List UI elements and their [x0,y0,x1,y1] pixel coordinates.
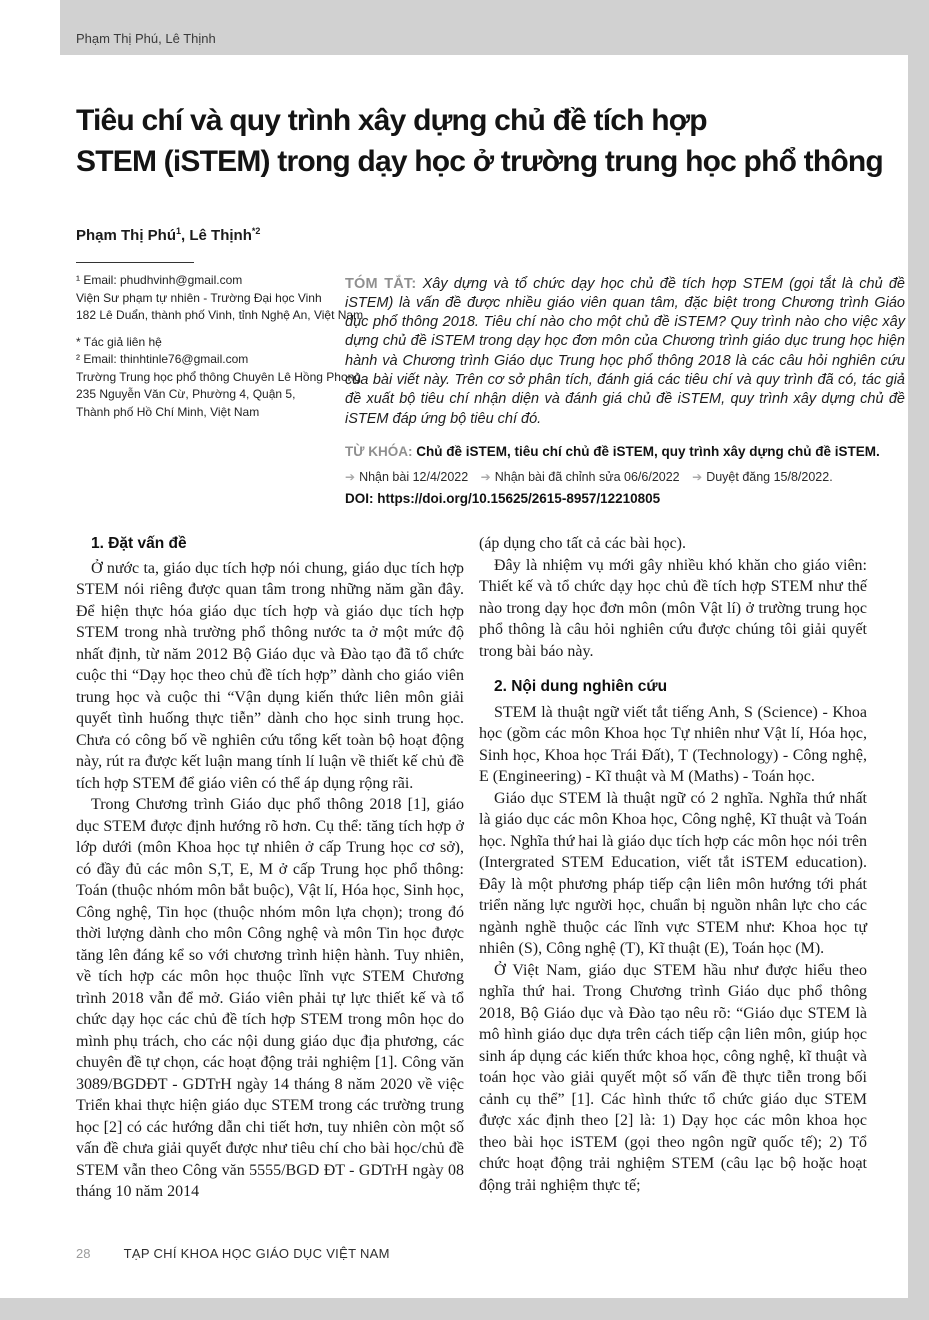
abstract-label: TÓM TẮT: [345,275,417,292]
article-body [76,533,867,1203]
date-revised-text: Nhận bài đã chỉnh sửa 06/6/2022 [494,470,680,484]
article-title-line2: STEM (iSTEM) trong dạy học ở trường trung học phổ thông [76,145,883,178]
footer-band [0,1298,929,1320]
date-revised [481,470,680,484]
journal-name: TẠP CHÍ KHOA HỌC GIÁO DỤC VIỆT NAM [123,1246,390,1261]
author-1-affiliation-mark: 1 [176,226,182,236]
corresponding-author-note: * Tác giả liên hệ [76,334,162,349]
date-accepted [692,470,833,484]
section-2-paragraph-3: Ở Việt Nam, giáo dục STEM hầu như được hiểu theo nghĩa thứ hai. Trong Chương trình Giáo dục phổ thông 2018, Bộ Giáo dục và Đào tạo nêu rõ: “Giáo dục STEM là mô hình giáo dục dựa trên cách tiếp cận liên môn, giúp học sinh áp dụng các kiến thức khoa học, công nghệ, kĩ thuật và toán học vào giải quyết một số vấn đề thực tiễn trong bối cảnh cụ thể” [1]. Các hình thức tổ chức giáo dục STEM được xác định theo [2] là: 1) Dạy học các môn khoa học theo bài học iSTEM (gọi theo ngôn ngữ quốc tế); 2) Tổ chức hoạt động trải nghiệm STEM (câu lạc bộ hoặc hoạt động trải nghiệm thực tế; [479,961,867,1194]
affiliation-email-1: ¹ Email: phudhvinh@gmail.com [76,273,243,287]
page-edge-band [908,0,929,1320]
affiliation-email-2: ² Email: thinhtinle76@gmail.com [76,352,249,366]
affiliation-group-2 [76,334,368,422]
article-title [76,100,906,182]
date-received-text: Nhận bài 12/4/2022 [359,470,469,484]
affiliation-divider-rule [76,262,194,263]
affiliation-address-1: 182 Lê Duẩn, thành phố Vinh, tỉnh Nghệ An, Việt Nam [76,308,364,322]
keywords-text: Chủ đề iSTEM, tiêu chí chủ đề iSTEM, quy trình xây dựng chủ đề iSTEM. [412,444,880,459]
author-separator: , [181,227,190,244]
section-2-paragraph-1: STEM là thuật ngữ viết tắt tiếng Anh, S (Science) - Khoa học (gồm các môn Khoa học Tự nhiên như Vật lí, Hóa học, Sinh học, Khoa học Trái Đất), T (Technology) - Công nghệ, E (Engineering) - Kĩ thuật và M (Maths) - Toán học. [479,703,867,785]
section-1-paragraph-3: Đây là nhiệm vụ mới gây nhiều khó khăn cho giáo viên: Thiết kế và tổ chức dạy học chủ đề tích hợp STEM như thế nào trong dạy học đơn môn (môn Vật lí) ở trường trung học phổ thông là câu hỏi nghiên cứu được chúng tôi giải quyết trong bài báo này. [479,556,867,660]
section-2-paragraph-2: Giáo dục STEM là thuật ngữ có 2 nghĩa. Nghĩa thứ nhất là giáo dục các môn Khoa học, Công nghệ, Kĩ thuật và Toán học. Nghĩa thứ hai là giáo dục tích hợp các môn học nói trên (Intergrated STEM Education, viết tắt iSTEM education). Đây là một phương pháp tiếp cận liên môn hướng tới phát triển năng lực người học, chuẩn bị nguồn nhân lực cho các ngành nghề thuộc các lĩnh vực STEM như: Khoa học tự nhiên (S), Công nghệ (T), Kĩ thuật (E), Toán học (M). [479,789,867,957]
body-column-right [479,533,867,1203]
keywords-label: TỪ KHÓA: [345,444,413,459]
article-title-line1: Tiêu chí và quy trình xây dựng chủ đề tích hợp [76,104,707,137]
article-history-line [345,470,842,484]
section-1-heading: 1. Đặt vấn đề [91,535,187,552]
affiliation-institute-2: Trường Trung học phổ thông Chuyên Lê Hồng Phong [76,369,361,384]
affiliation-group-1 [76,272,368,325]
arrow-icon: ➔ [480,470,491,484]
running-head-bar [60,0,929,55]
author-2-affiliation-mark: *2 [251,226,261,236]
keywords-line [345,444,880,459]
affiliations-block [76,262,368,430]
affiliation-institute-1: Viện Sư phạm tự nhiên - Trường Đại học Vinh [76,290,322,305]
section-1-paragraph-2: Trong Chương trình Giáo dục phổ thông 2018 [1], giáo dục STEM được định hướng rõ hơn. Cụ thể: tăng tích hợp ở lớp dưới (môn Khoa học tự nhiên ở cấp Trung học cơ sở), có đầy đủ các môn S,T, E, M ở cấp Trung học phổ thông: Toán (thuộc nhóm môn bắt buộc), Vật lí, Hóa học, Sinh học, Công nghệ, Tin học (thuộc nhóm môn lựa chọn); trong đó thời lượng dành cho môn Công nghệ và môn Tin học được tăng lên đáng kể so với chương trình hiện hành. Tuy nhiên, về tích hợp các môn học thuộc lĩnh vực STEM Chương trình 2018 vẫn để mở. Giáo viên phải tự lực thiết kế và tổ chức dạy học các chủ đề tích hợp STEM trong môn học do mình phụ trách, cho các nội dung giáo dục địa phương, các chuyên đề tự chọn, các hoạt động trải nghiệm [1]. Công văn 3089/BGDĐT - GDTrH ngày 14 tháng 8 năm 2020 về việc Triển khai thực hiện giáo dục STEM trong các trường trung học [2] có các hướng dẫn chi tiết hơn, tuy nhiên còn một số vấn đề chưa giải quyết được như tiêu chí cho bài học/chủ đề STEM vẫn theo Công văn 5555/BGD ĐT - GDTrH ngày 08 tháng 10 năm 2014 [76,796,464,1200]
body-column-left [76,533,464,1203]
arrow-icon: ➔ [692,470,703,484]
authors-byline [76,226,260,244]
running-head-authors: Phạm Thị Phú, Lê Thịnh [76,31,216,46]
author-2-name: Lê Thịnh [189,227,252,244]
section-2-heading: 2. Nội dung nghiên cứu [494,678,668,695]
page-footer [76,1246,390,1261]
section-1-paragraph-1: Ở nước ta, giáo dục tích hợp nói chung, giáo dục tích hợp STEM nói riêng được quan tâm trong những năm gần đây. Để hiện thực hóa giáo dục tích hợp và giáo dục tích hợp STEM trong nhà trường phổ thông nước ta ở một mức độ nhất định, từ năm 2012 Bộ Giáo dục và Đào tạo đã tổ chức cuộc thi “Dạy học theo chủ đề tích hợp” dành cho giáo viên trung học và cuộc thi “Vận dụng kiến thức liên môn giải quyết tình huống thực tiễn” dành cho học sinh trung học. Chưa có công bố về nghiên cứu tổng kết toàn bộ hoạt động này, rút ra được kết luận mang tính lí luận về thiết kế chủ đề tích hợp STEM để giáo viên có thể áp dụng rộng rãi. [76,559,464,792]
author-1-name: Phạm Thị Phú [76,227,177,244]
affiliation-address-2a: 235 Nguyễn Văn Cừ, Phường 4, Quận 5, [76,387,296,401]
abstract-text: Xây dựng và tổ chức dạy học chủ đề tích hợp STEM (gọi tắt là chủ đề iSTEM) là vấn đề được nhiều giáo viên quan tâm, đặc biệt trong Chương trình Giáo dục phổ thông 2018. Tiêu chí nào cho một chủ đề iSTEM? Quy trình nào cho việc xây dựng chủ đề iSTEM trong dạy học đơn môn của Chương trình giáo dục trung học hiện hành và Chương trình Giáo dục Trung học phổ thông 2018 là các câu hỏi nghiên cứu của bài viết này. Trên cơ sở phân tích, đánh giá các tiêu chí và quy trình đã có, tác giả đề xuất bộ tiêu chí nhận diện và đánh giá chủ đề iSTEM, quy trình xây dựng chủ đề iSTEM đáp ứng bộ tiêu chí đó. [345,275,905,427]
arrow-icon: ➔ [345,470,356,484]
affiliation-address-2b: Thành phố Hồ Chí Minh, Việt Nam [76,404,260,419]
section-1-paragraph-2-continuation: (áp dụng cho tất cả các bài học). [479,535,687,552]
doi-line: DOI: https://doi.org/10.15625/2615-8957/12210805 [345,491,661,506]
page-number: 28 [76,1246,91,1261]
date-accepted-text: Duyệt đăng 15/8/2022. [706,470,833,484]
abstract-paragraph [345,275,905,429]
date-received [345,470,468,484]
